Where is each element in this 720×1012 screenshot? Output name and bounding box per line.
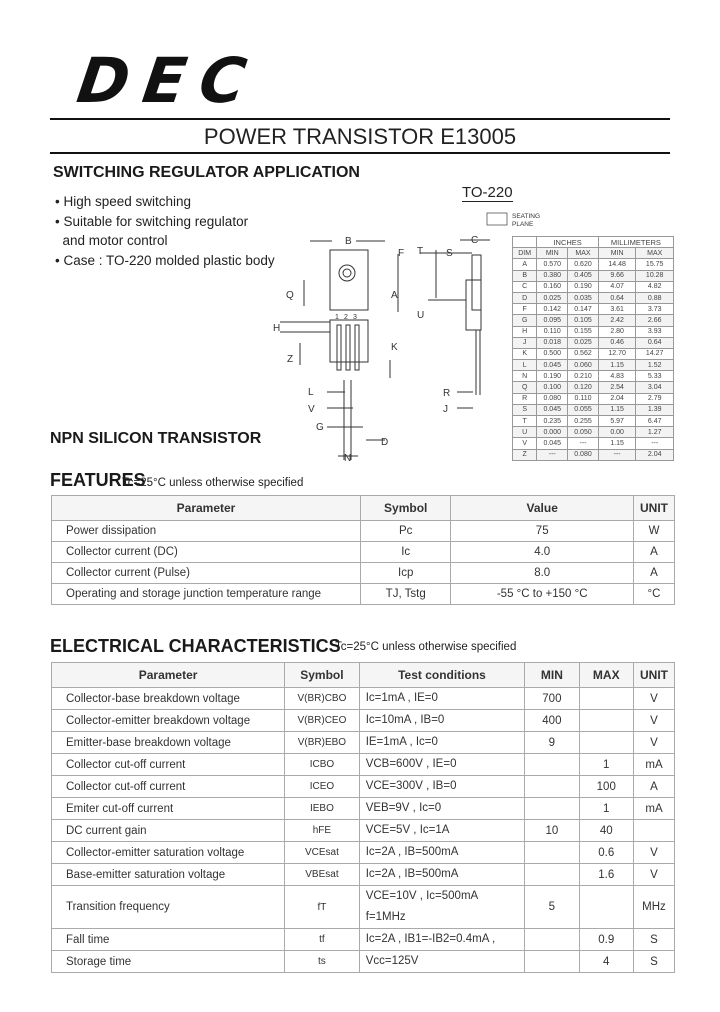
dim-cell: 0.120 (568, 382, 599, 393)
dim-row (513, 270, 674, 281)
table-row (52, 563, 675, 584)
dim-cell: 0.64 (598, 292, 636, 303)
dim-cell: 4.83 (598, 371, 636, 382)
conditions-cell (359, 754, 525, 776)
dim-cell: 0.025 (537, 292, 568, 303)
condition-line: IE=1mA , Ic=0 (365, 736, 438, 748)
min-cell (525, 842, 579, 864)
dim-cell: L (513, 360, 537, 371)
table-cell: Icp (361, 563, 451, 584)
features-title: FEATURES (50, 470, 146, 490)
condition-line: Vcc=125V (365, 955, 419, 967)
package-outline-drawing (270, 205, 541, 465)
dim-cell: U (513, 427, 537, 438)
column-header: Symbol (361, 496, 451, 521)
dim-cell: 12.70 (598, 348, 636, 359)
symbol-cell: V(BR)CBO (285, 688, 360, 710)
dim-cell: 0.160 (537, 281, 568, 292)
symbol-cell: V(BR)EBO (285, 732, 360, 754)
condition-line: VCE=5V , Ic=1A (365, 824, 450, 836)
dim-cell: 3.04 (636, 382, 674, 393)
dim-cell: B (513, 270, 537, 281)
dim-cell: 0.235 (537, 416, 568, 427)
dim-cell: 0.050 (568, 427, 599, 438)
condition-line: VEB=9V , Ic=0 (365, 802, 442, 814)
column-header: MIN (525, 663, 579, 688)
min-cell (525, 776, 579, 798)
table-row (52, 732, 675, 754)
table-cell: Collector current (DC) (52, 542, 361, 563)
dim-cell: 0.045 (537, 438, 568, 449)
dim-cell: 0.080 (568, 449, 599, 460)
max-cell (579, 732, 633, 754)
pin-number: 1 (335, 314, 339, 321)
dim-cell: 0.105 (568, 315, 599, 326)
dim-cell: 0.380 (537, 270, 568, 281)
dim-cell: 4.82 (636, 281, 674, 292)
dim-cell: 0.055 (568, 404, 599, 415)
dim-cell: 0.00 (598, 427, 636, 438)
dim-cell: 2.42 (598, 315, 636, 326)
dim-cell: 0.562 (568, 348, 599, 359)
table-row (52, 521, 675, 542)
bullet-item: • High speed switching (55, 194, 192, 209)
dim-label: T (417, 246, 424, 257)
pin-number: 2 (344, 314, 348, 321)
param-cell: Collector-emitter saturation voltage (52, 842, 285, 864)
dim-cell: N (513, 371, 537, 382)
dim-cell: --- (537, 449, 568, 460)
param-cell: Collector cut-off current (52, 754, 285, 776)
unit-cell: MHz (634, 886, 675, 929)
dim-row (513, 326, 674, 337)
min-cell (525, 864, 579, 886)
dim-cell: 0.64 (636, 337, 674, 348)
symbol-cell: tf (285, 929, 360, 951)
column-header: UNIT (634, 663, 675, 688)
package-tab (330, 250, 368, 310)
conditions-cell (359, 732, 525, 754)
dim-row (513, 360, 674, 371)
features-note: Tc=25°C unless otherwise specified (122, 477, 304, 489)
symbol-cell: ICEO (285, 776, 360, 798)
unit-cell: V (634, 732, 675, 754)
symbol-cell: V(BR)CEO (285, 710, 360, 732)
table-row (52, 864, 675, 886)
dim-cell: 0.190 (568, 281, 599, 292)
table-cell: Ic (361, 542, 451, 563)
dim-label: F (398, 248, 405, 259)
param-cell: Transition frequency (52, 886, 285, 929)
max-cell: 1.6 (579, 864, 633, 886)
dim-cell: 5.97 (598, 416, 636, 427)
dim-label: H (273, 323, 281, 334)
dim-cell: 10.28 (636, 270, 674, 281)
max-cell (579, 710, 633, 732)
min-cell: 5 (525, 886, 579, 929)
table-cell: -55 °C to +150 °C (451, 584, 634, 605)
dim-cell: 14.27 (636, 348, 674, 359)
dim-cell: K (513, 348, 537, 359)
company-logo: DEC (72, 44, 265, 117)
symbol-cell: hFE (285, 820, 360, 842)
column-header: Test conditions (359, 663, 525, 688)
param-cell: Collector-base breakdown voltage (52, 688, 285, 710)
symbol-cell: VCEsat (285, 842, 360, 864)
dim-cell: 0.000 (537, 427, 568, 438)
param-cell: Emiter cut-off current (52, 798, 285, 820)
dim-cell: 0.100 (537, 382, 568, 393)
unit-cell (634, 820, 675, 842)
dim-cell: V (513, 438, 537, 449)
conditions-cell (359, 688, 525, 710)
dim-row (513, 281, 674, 292)
table-cell: 4.0 (451, 542, 634, 563)
dim-row (513, 292, 674, 303)
millimeters-header: MILLIMETERS (598, 237, 673, 248)
max-cell: 0.6 (579, 842, 633, 864)
param-cell: Collector cut-off current (52, 776, 285, 798)
conditions-cell (359, 820, 525, 842)
min-cell: 700 (525, 688, 579, 710)
condition-line: VCE=300V , IB=0 (365, 780, 457, 792)
dim-label: C (471, 235, 479, 246)
param-cell: Fall time (52, 929, 285, 951)
dim-cell: --- (636, 438, 674, 449)
dim-cell: 0.570 (537, 259, 568, 270)
dim-cell: 1.27 (636, 427, 674, 438)
dim-row (513, 449, 674, 460)
table-cell: A (634, 563, 675, 584)
dim-row (513, 382, 674, 393)
dim-label: Q (286, 290, 294, 301)
dim-label: G (316, 422, 324, 433)
param-cell: DC current gain (52, 820, 285, 842)
conditions-cell (359, 798, 525, 820)
param-cell: Storage time (52, 951, 285, 973)
dim-row (513, 304, 674, 315)
dim-cell: A (513, 259, 537, 270)
bullet-item: • Case : TO-220 molded plastic body (55, 252, 275, 268)
table-row (52, 798, 675, 820)
min-cell (525, 798, 579, 820)
table-row (52, 951, 675, 973)
header-rule-top (50, 118, 670, 120)
condition-line: Ic=1mA , IE=0 (365, 692, 438, 704)
table-cell: Operating and storage junction temperature range (52, 584, 361, 605)
conditions-cell (359, 951, 525, 973)
conditions-cell (359, 886, 525, 929)
table-row (52, 688, 675, 710)
dim-cell: 0.88 (636, 292, 674, 303)
dim-cell: 3.93 (636, 326, 674, 337)
condition-line: Ic=2A , IB=500mA (365, 868, 459, 880)
dim-cell: 2.04 (598, 393, 636, 404)
column-header: Parameter (52, 663, 285, 688)
table-row (52, 776, 675, 798)
side-view-body (466, 280, 481, 330)
seating-plane-label: SEATING (512, 213, 541, 220)
table-cell: TJ, Tstg (361, 584, 451, 605)
symbol-cell: ts (285, 951, 360, 973)
lead-2 (346, 325, 350, 370)
max-cell: 1 (579, 754, 633, 776)
dim-label: U (417, 310, 425, 321)
dim-label: R (443, 388, 451, 399)
dim-cell: 3.73 (636, 304, 674, 315)
dim-cell: 0.190 (537, 371, 568, 382)
dim-cell: 6.47 (636, 416, 674, 427)
dim-cell: Z (513, 449, 537, 460)
electrical-title: ELECTRICAL CHARACTERISTICS (50, 636, 341, 656)
unit-cell: V (634, 842, 675, 864)
dim-label: V (308, 404, 315, 415)
min-cell (525, 754, 579, 776)
table-cell: A (634, 542, 675, 563)
unit-cell: V (634, 864, 675, 886)
dim-cell: --- (598, 449, 636, 460)
condition-line: VCB=600V , IE=0 (365, 758, 457, 770)
max-cell: 1 (579, 798, 633, 820)
pin-number: 3 (353, 314, 357, 321)
electrical-note: Tc=25°C unless otherwise specified (335, 641, 517, 653)
unit-cell: V (634, 710, 675, 732)
dim-cell: 5.33 (636, 371, 674, 382)
param-cell: Base-emitter saturation voltage (52, 864, 285, 886)
min-cell: 400 (525, 710, 579, 732)
dim-cell: 2.80 (598, 326, 636, 337)
dim-row (513, 393, 674, 404)
dim-column-headers: DIM MIN MAX MIN MAX (513, 248, 674, 259)
dim-cell: 9.66 (598, 270, 636, 281)
symbol-cell: VBEsat (285, 864, 360, 886)
dim-label: B (345, 236, 352, 247)
table-cell: 8.0 (451, 563, 634, 584)
column-header: Parameter (52, 496, 361, 521)
condition-line: Ic=10mA , IB=0 (365, 714, 445, 726)
dim-label: N (344, 453, 352, 464)
unit-cell: S (634, 929, 675, 951)
bullet-item: • Suitable for switching regulator (55, 213, 249, 229)
electrical-table (51, 662, 675, 973)
dim-cell: 0.255 (568, 416, 599, 427)
dim-cell: R (513, 393, 537, 404)
npn-title: NPN SILICON TRANSISTOR (50, 430, 262, 447)
symbol-cell: fT (285, 886, 360, 929)
dim-cell: D (513, 292, 537, 303)
min-cell: 9 (525, 732, 579, 754)
param-cell: Collector-emitter breakdown voltage (52, 710, 285, 732)
lead-3 (355, 325, 359, 370)
column-header: Symbol (285, 663, 360, 688)
dim-cell: S (513, 404, 537, 415)
dim-row (513, 315, 674, 326)
dim-row (513, 337, 674, 348)
unit-cell: mA (634, 754, 675, 776)
dim-cell: 3.61 (598, 304, 636, 315)
table-row (52, 886, 675, 929)
dim-cell: 0.500 (537, 348, 568, 359)
dim-cell: 2.04 (636, 449, 674, 460)
dim-cell: 0.147 (568, 304, 599, 315)
condition-line: Ic=2A , IB=500mA (365, 846, 459, 858)
header-rule-bottom (50, 152, 670, 154)
column-header: UNIT (634, 496, 675, 521)
feature-bullet-list (55, 192, 275, 270)
dim-label: Z (287, 354, 294, 365)
inches-header: INCHES (537, 237, 599, 248)
conditions-cell (359, 842, 525, 864)
dim-row (513, 404, 674, 415)
max-cell: 4 (579, 951, 633, 973)
dim-cell: 1.52 (636, 360, 674, 371)
side-view-tab (472, 255, 481, 310)
conditions-cell (359, 929, 525, 951)
dim-cell: H (513, 326, 537, 337)
table-row (52, 754, 675, 776)
unit-cell: A (634, 776, 675, 798)
max-cell: 0.9 (579, 929, 633, 951)
dim-cell: 0.210 (568, 371, 599, 382)
symbol-cell: ICBO (285, 754, 360, 776)
lead-1 (337, 325, 341, 370)
min-cell (525, 929, 579, 951)
dim-cell: 15.75 (636, 259, 674, 270)
dim-cell: J (513, 337, 537, 348)
dim-cell: 0.405 (568, 270, 599, 281)
mounting-hole (339, 265, 355, 281)
dim-cell: G (513, 315, 537, 326)
dim-cell: 2.54 (598, 382, 636, 393)
dim-cell: --- (568, 438, 599, 449)
dim-cell: 14.48 (598, 259, 636, 270)
dim-cell: 2.79 (636, 393, 674, 404)
dim-row (513, 259, 674, 270)
max-cell: 40 (579, 820, 633, 842)
package-name: TO-220 (462, 184, 513, 201)
condition-line: VCE=10V , Ic=500mA (365, 890, 479, 902)
symbol-cell: IEBO (285, 798, 360, 820)
dim-cell: F (513, 304, 537, 315)
package-body (330, 320, 368, 362)
min-cell: 10 (525, 820, 579, 842)
dim-cell: 0.045 (537, 404, 568, 415)
max-cell: 100 (579, 776, 633, 798)
bullet-item: and motor control (55, 233, 168, 248)
dim-cell: Q (513, 382, 537, 393)
unit-cell: S (634, 951, 675, 973)
dim-cell: 0.025 (568, 337, 599, 348)
table-cell: W (634, 521, 675, 542)
column-header: MAX (579, 663, 633, 688)
table-cell: Power dissipation (52, 521, 361, 542)
dim-label: A (391, 290, 398, 301)
dim-cell: 4.07 (598, 281, 636, 292)
dim-row (513, 416, 674, 427)
dim-row (513, 371, 674, 382)
dim-label: L (308, 387, 314, 398)
dim-row (513, 427, 674, 438)
table-cell: °C (634, 584, 675, 605)
min-cell (525, 951, 579, 973)
dim-cell: 0.142 (537, 304, 568, 315)
dim-cell: 0.110 (537, 326, 568, 337)
dim-cell: C (513, 281, 537, 292)
dim-cell: 0.155 (568, 326, 599, 337)
dim-cell: 0.060 (568, 360, 599, 371)
max-cell (579, 688, 633, 710)
dim-cell: 1.15 (598, 404, 636, 415)
dim-cell: 1.15 (598, 360, 636, 371)
max-cell (579, 886, 633, 929)
conditions-cell (359, 776, 525, 798)
column-header: Value (451, 496, 634, 521)
dim-cell: 0.110 (568, 393, 599, 404)
param-cell: Emitter-base breakdown voltage (52, 732, 285, 754)
dim-cell: T (513, 416, 537, 427)
dim-cell: 0.620 (568, 259, 599, 270)
dim-row (513, 348, 674, 359)
condition-line: Ic=2A , IB1=-IB2=0.4mA , (365, 933, 496, 945)
dim-label: J (443, 404, 448, 415)
features-table (51, 495, 675, 605)
table-row (52, 820, 675, 842)
table-row (52, 929, 675, 951)
table-cell: 75 (451, 521, 634, 542)
table-row (52, 710, 675, 732)
dim-label: K (391, 342, 398, 353)
application-title: SWITCHING REGULATOR APPLICATION (53, 164, 360, 181)
dim-cell: 1.15 (598, 438, 636, 449)
dim-cell: 0.035 (568, 292, 599, 303)
table-row (52, 584, 675, 605)
condition-line: f=1MHz (365, 911, 406, 923)
dimension-table (512, 236, 674, 461)
conditions-cell (359, 710, 525, 732)
mounting-hole-inner (343, 269, 351, 277)
dim-label: D (381, 437, 389, 448)
dim-cell: 1.39 (636, 404, 674, 415)
table-cell: Pc (361, 521, 451, 542)
dim-cell: 0.46 (598, 337, 636, 348)
unit-cell: mA (634, 798, 675, 820)
document-title: POWER TRANSISTOR E13005 (203, 124, 517, 149)
table-cell: Collector current (Pulse) (52, 563, 361, 584)
conditions-cell (359, 864, 525, 886)
dim-cell: 0.045 (537, 360, 568, 371)
dim-cell: 0.080 (537, 393, 568, 404)
dim-cell: 0.018 (537, 337, 568, 348)
table-row (52, 842, 675, 864)
dim-row (513, 438, 674, 449)
seating-plane-label: PLANE (512, 221, 534, 228)
unit-cell: V (634, 688, 675, 710)
dim-cell: 0.095 (537, 315, 568, 326)
dim-label: S (446, 248, 453, 259)
table-row (52, 542, 675, 563)
dim-cell: 2.66 (636, 315, 674, 326)
